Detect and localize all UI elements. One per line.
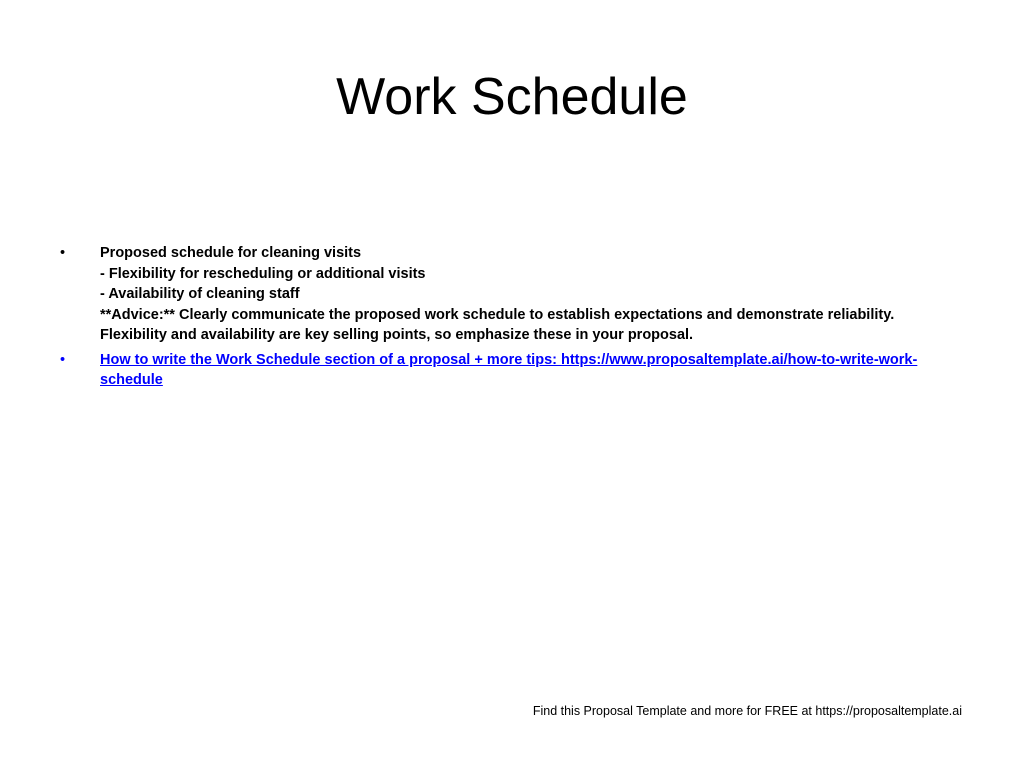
bullet-line-flexibility: - Flexibility for rescheduling or additional visits	[100, 265, 426, 282]
how-to-write-link[interactable]: How to write the Work Schedule section of a proposal + more tips: https://www.proposaltemplate.ai/how-to-write-work-schedule	[100, 351, 918, 388]
bullet-line-proposed-schedule: Proposed schedule for cleaning visits	[100, 245, 362, 261]
bullet-marker: •	[60, 245, 66, 261]
bullet-line-availability: - Availability of cleaning staff	[100, 286, 300, 302]
footer-text: Find this Proposal Template and more for FREE at https://proposaltemplate.ai	[532, 704, 962, 718]
bullet-item-schedule	[60, 243, 940, 346]
bullet-marker: •	[60, 351, 66, 368]
bullet-line-advice: **Advice:** Clearly communicate the proposed work schedule to establish expectations and demonstrate reliability. Flexibility and availability are key selling points, so emphasize these in your proposal.	[100, 306, 895, 343]
slide-title: Work Schedule	[336, 68, 688, 126]
bullet-item-link	[60, 350, 940, 391]
bullet-list	[60, 243, 940, 395]
